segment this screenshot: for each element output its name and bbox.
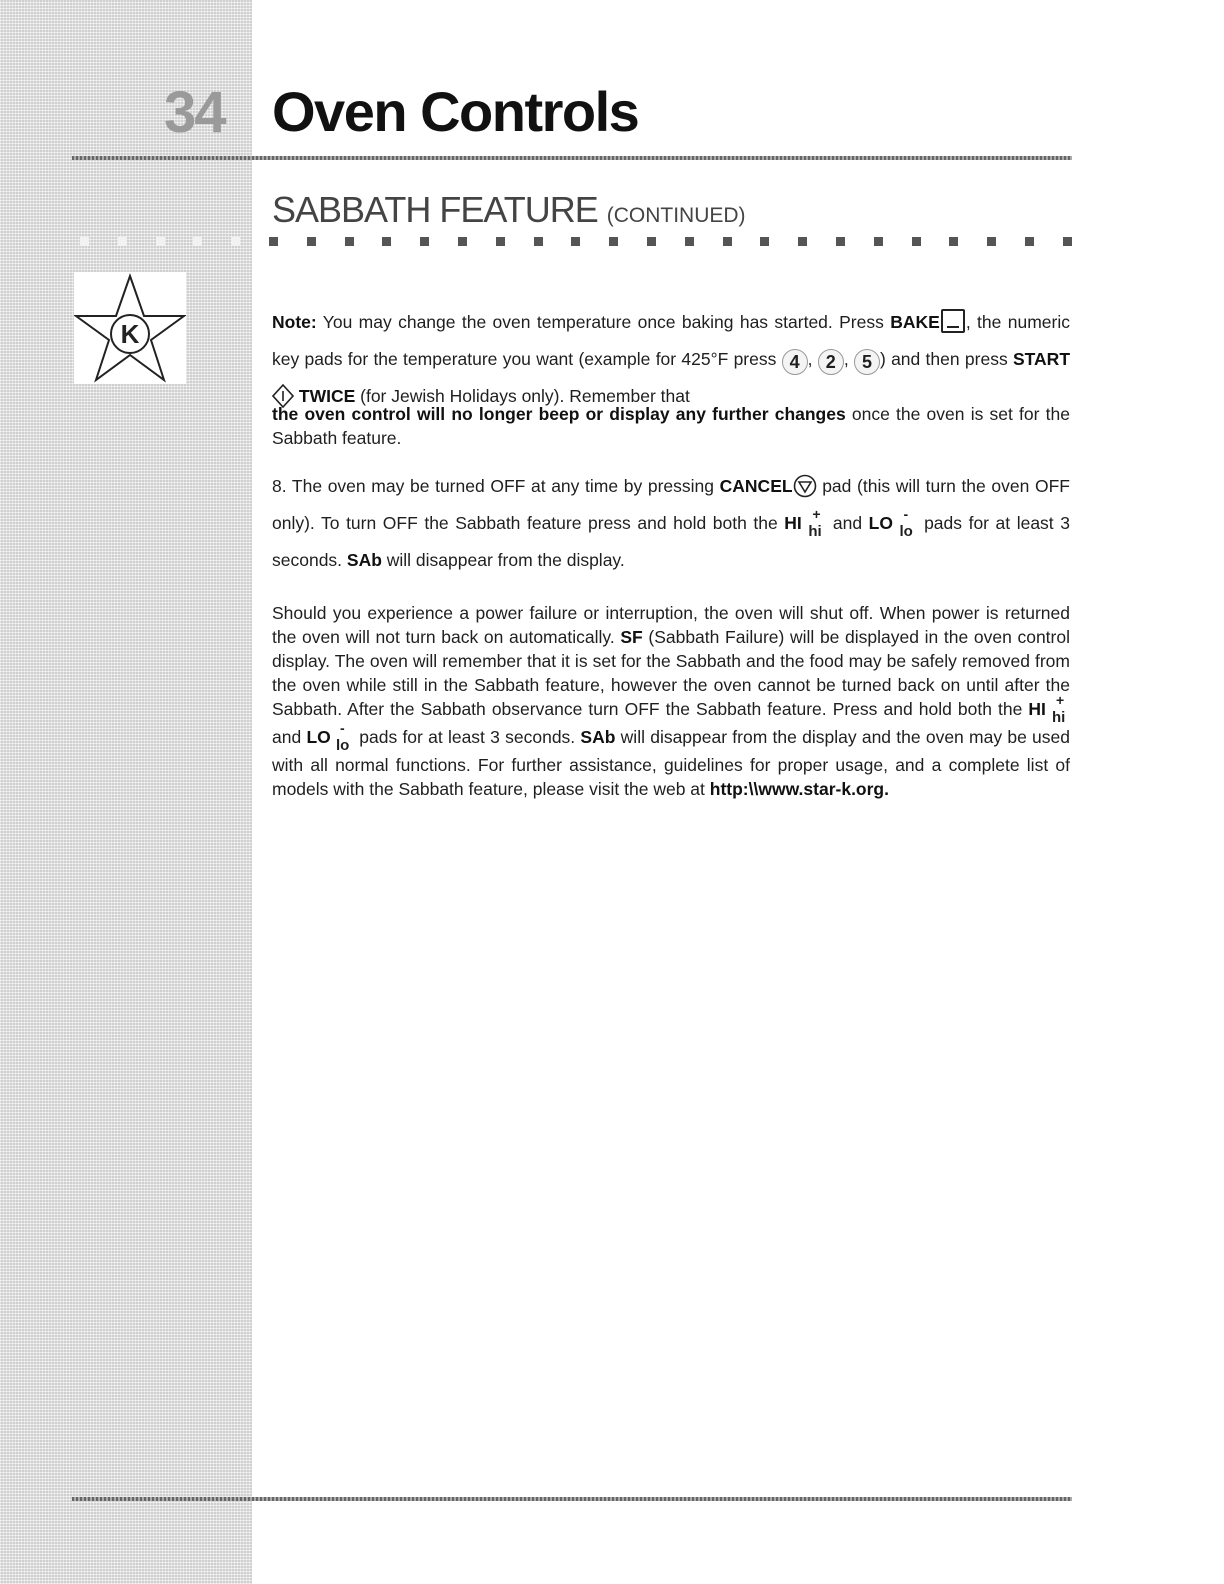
divider-dot <box>836 237 845 246</box>
lo-minus-sign: - <box>903 506 909 522</box>
divider-dot <box>1025 237 1034 246</box>
divider-dot <box>345 237 354 246</box>
note-text: , <box>843 349 854 369</box>
divider-dot <box>949 237 958 246</box>
header-rule <box>72 156 1072 160</box>
note-text: ) and then press <box>879 349 1013 369</box>
lo-key-label: LO <box>868 513 893 533</box>
note-paragraph <box>272 304 1070 415</box>
note-label: Note: <box>272 312 317 332</box>
power-text: will disappear from the display and the oven may be used with all normal functions. For further assistance, guidelines for proper usage, and a complete list of models with the Sabbath feature, please visit the web at <box>272 727 1070 799</box>
step-8-text: pad (this will turn the oven OFF only). To turn OFF the Sabbath feature press and hold both the <box>272 476 1070 533</box>
power-text: and <box>272 727 307 747</box>
power-text: pads for at least 3 seconds. <box>354 727 581 747</box>
divider-dot <box>1063 237 1072 246</box>
hi-key-label: HI <box>1028 699 1046 719</box>
hi-key-label: HI <box>784 513 802 533</box>
sab-display-code: SAb <box>346 550 382 570</box>
divider-dot <box>912 237 921 246</box>
digit-5-key-icon: 5 <box>854 349 880 375</box>
sf-display-code: SF <box>620 627 643 647</box>
hi-plus-sign: + <box>812 506 821 522</box>
divider-dot <box>496 237 505 246</box>
digit-4-key-icon: 4 <box>782 349 808 375</box>
footer-rule <box>72 1497 1072 1501</box>
bake-key-icon <box>941 309 965 333</box>
start-key-label: START <box>1012 349 1071 369</box>
star-k-icon <box>74 272 186 384</box>
divider-dot <box>723 237 732 246</box>
divider-dot <box>193 237 202 246</box>
step-8-text: will disappear from the display. <box>381 550 625 570</box>
divider-dot <box>609 237 618 246</box>
lo-key-label: LO <box>306 727 331 747</box>
hi-sub-label: hi <box>1052 709 1066 726</box>
note-text: once the oven is set for the Sabbath feature. <box>272 404 1070 448</box>
divider-dot <box>80 237 89 246</box>
divider-dot <box>420 237 429 246</box>
lo-pad-icon <box>336 720 354 754</box>
divider-dot <box>458 237 467 246</box>
hi-pad-icon <box>1052 692 1070 726</box>
divider-dot <box>382 237 391 246</box>
power-text: (Sabbath Failure) will be displayed in the oven control display. The oven will remember that it is set for the Sabbath and the food may be safely removed from the oven while still in the Sabbath feature, however the oven cannot be turned back on until after the Sabbath. After the Sabbath observance turn OFF the Sabbath feature. Press and hold both the <box>272 627 1070 719</box>
divider-dot <box>269 237 278 246</box>
note-text: (for Jewish Holidays only). Remember that <box>355 386 690 406</box>
divider-dot <box>874 237 883 246</box>
note-paragraph-cont <box>272 402 1070 450</box>
content <box>272 304 1070 801</box>
note-bold-warning: the oven control will no longer beep or display any further changes <box>272 404 846 424</box>
divider-dot <box>987 237 996 246</box>
divider-dot <box>647 237 656 246</box>
section-title <box>272 189 746 230</box>
divider-dot <box>685 237 694 246</box>
star-k-website-link: http:\\www.star-k.org. <box>709 779 889 799</box>
note-text: , the numeric key pads for the temperature you want (example for 425°F press <box>272 312 1070 369</box>
page-number: 34 <box>164 80 225 145</box>
cancel-key-label: CANCEL <box>719 476 793 496</box>
lo-sub-label: lo <box>899 523 913 540</box>
divider-dot <box>307 237 316 246</box>
section-title-sub: (CONTINUED) <box>606 204 746 227</box>
divider-dot <box>798 237 807 246</box>
digit-2-key-icon: 2 <box>818 349 844 375</box>
note-text: , <box>807 349 818 369</box>
divider-dot <box>760 237 769 246</box>
cancel-circle-icon <box>793 474 817 498</box>
hi-plus-sign: + <box>1056 692 1065 708</box>
star-k-logo <box>74 272 186 384</box>
dotted-divider <box>80 237 1072 247</box>
divider-dot <box>571 237 580 246</box>
page-title: Oven Controls <box>272 80 639 143</box>
note-text: You may change the oven temperature once baking has started. Press <box>316 312 891 332</box>
step-8-text: and <box>826 513 869 533</box>
bake-key-label: BAKE <box>890 312 940 332</box>
divider-dot <box>156 237 165 246</box>
star-k-letter: K <box>120 319 140 349</box>
twice-label: TWICE <box>298 386 356 406</box>
lo-sub-label: lo <box>336 737 350 754</box>
step-8-paragraph <box>272 468 1070 579</box>
section-title-main: SABBATH FEATURE <box>272 189 598 230</box>
hi-sub-label: hi <box>808 523 822 540</box>
step-8-text: 8. The oven may be turned OFF at any time by pressing <box>272 476 720 496</box>
divider-dot <box>231 237 240 246</box>
divider-dot <box>534 237 543 246</box>
power-failure-paragraph <box>272 601 1070 801</box>
step-8-text: pads for at least 3 seconds. <box>272 513 1070 570</box>
power-text: Should you experience a power failure or interruption, the oven will shut off. When power is returned the oven will not turn back on automatically. <box>272 603 1070 647</box>
lo-minus-sign: - <box>340 720 345 736</box>
lo-pad-icon <box>899 506 918 540</box>
sab-display-code: SAb <box>580 727 616 747</box>
divider-dot <box>118 237 127 246</box>
hi-pad-icon <box>808 506 826 540</box>
